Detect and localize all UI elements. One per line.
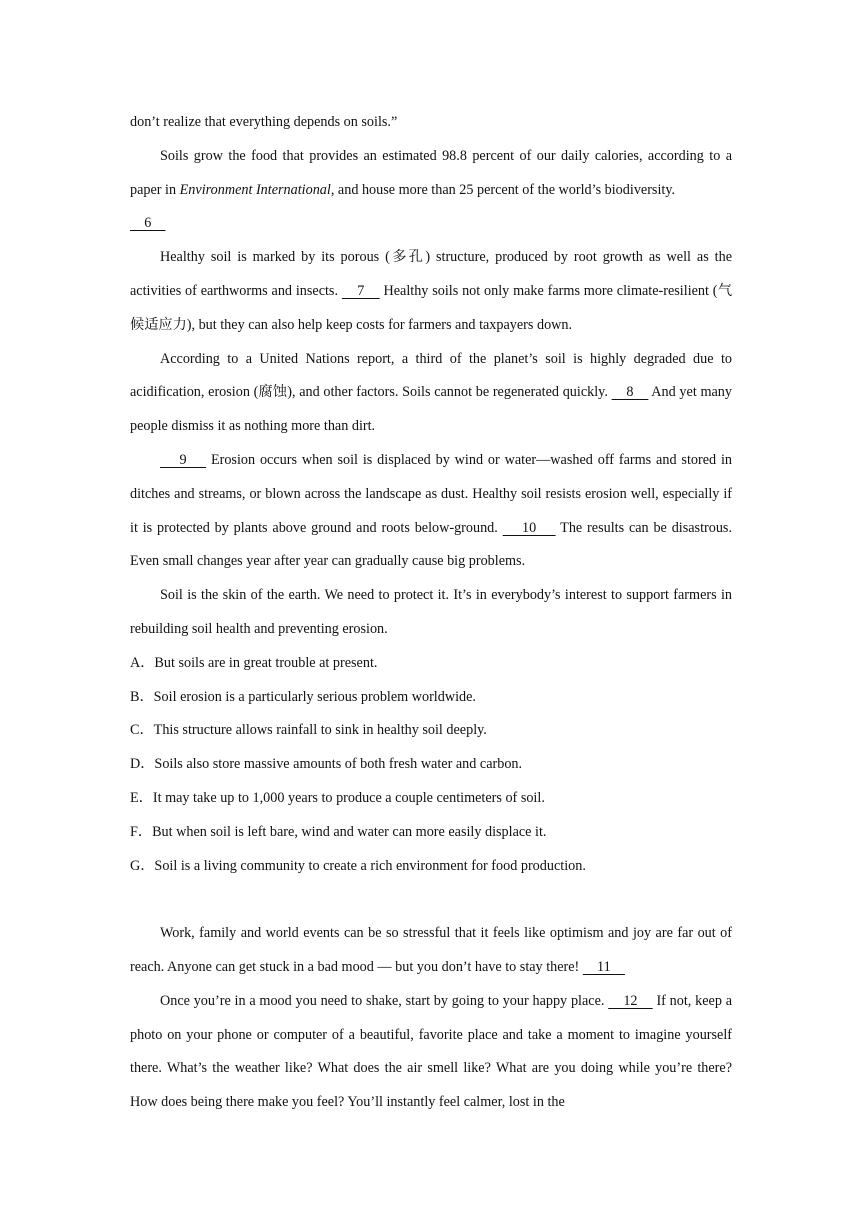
paragraph-text: Soil is the skin of the earth. We need to protect it. It’s in everybody’s interest to support farmers in rebuilding soil health and preventing erosion. — [130, 587, 732, 637]
paragraph-text: Healthy soil is marked by its porous (多孔) structure, produced by root growth as well as the activities of earthworms and insects. — [130, 249, 732, 299]
paragraph-soils-food — [130, 140, 732, 241]
paragraph-un-report — [130, 343, 732, 444]
paragraph-erosion — [130, 444, 732, 579]
paragraph-text: Once you’re in a mood you need to shake, start by going to your happy place. — [160, 992, 609, 1009]
paragraph-text: , and house more than 25 percent of the world’s biodiversity. — [330, 181, 676, 198]
option-e: E．It may take up to 1,000 years to produce a couple centimeters of soil. — [130, 789, 545, 806]
section-spacer — [130, 883, 732, 917]
blank-8[interactable]: 8 — [611, 384, 649, 401]
option-f: F．But when soil is left bare, wind and water can more easily displace it. — [130, 823, 547, 840]
blank-7[interactable]: 7 — [341, 282, 380, 299]
blank-12[interactable]: 12 — [608, 992, 653, 1009]
paragraph-text: Soils grow the food that provides an estimated 98.8 percent of our daily calories, according to a paper in — [130, 147, 732, 198]
blank-6[interactable]: 6 — [130, 215, 166, 232]
document-body — [130, 106, 732, 1120]
paragraph-text: The results can be disastrous. Even small changes year after year can gradually cause big problems. — [130, 519, 732, 570]
paragraph-happy-place — [130, 985, 732, 1120]
option-d: D．Soils also store massive amounts of both fresh water and carbon. — [130, 756, 523, 773]
blank-11[interactable]: 11 — [582, 958, 625, 975]
paragraph-text: According to a United Nations report, a third of the planet’s soil is highly degraded due to acidification, erosion (腐蚀), and other factors. Soils cannot be regenerated quickly. — [130, 350, 732, 401]
paragraph-text: If not, keep a photo on your phone or computer of a beautiful, favorite place and take a moment to imagine yourself there. What’s the weather like? What does the air smell like? What are you doing while you’re there? How does being there make you feel? You’ll instantly feel calmer, lost in the — [130, 992, 732, 1111]
journal-title: Environment International — [179, 181, 331, 198]
paragraph-text: don’t realize that everything depends on soils.” — [130, 114, 398, 130]
paragraph-text: And yet many people dismiss it as nothing more than dirt. — [130, 384, 732, 435]
paragraph-text: Work, family and world events can be so stressful that it feels like optimism and joy are far out of reach. Anyone can get stuck in a bad mood — but you don’t have to stay there! — [130, 925, 732, 975]
paragraph-healthy-soil — [130, 241, 732, 342]
option-g: G．Soil is a living community to create a rich environment for food production. — [130, 857, 586, 874]
paragraph-text: Erosion occurs when soil is displaced by wind or water—washed off farms and stored in ditches and streams, or blown across the landscape as dust. Healthy soil resists erosion well, especially if it is protected by plants above ground and roots below-ground. — [130, 451, 732, 536]
paragraph-skin-of-earth — [130, 579, 732, 647]
option-b: B．Soil erosion is a particularly serious problem worldwide. — [130, 688, 476, 705]
paragraph-stress-intro — [130, 917, 732, 985]
paragraph-text: Healthy soils not only make farms more climate-resilient (气候适应力), but they can also help keep costs for farmers and taxpayers down. — [130, 282, 733, 333]
option-a: A．But soils are in great trouble at present. — [130, 654, 378, 671]
blank-9[interactable]: 9 — [160, 451, 207, 468]
option-c: C．This structure allows rainfall to sink in healthy soil deeply. — [130, 722, 487, 739]
blank-10[interactable]: 10 — [502, 519, 556, 536]
paragraph-continued — [130, 106, 732, 140]
